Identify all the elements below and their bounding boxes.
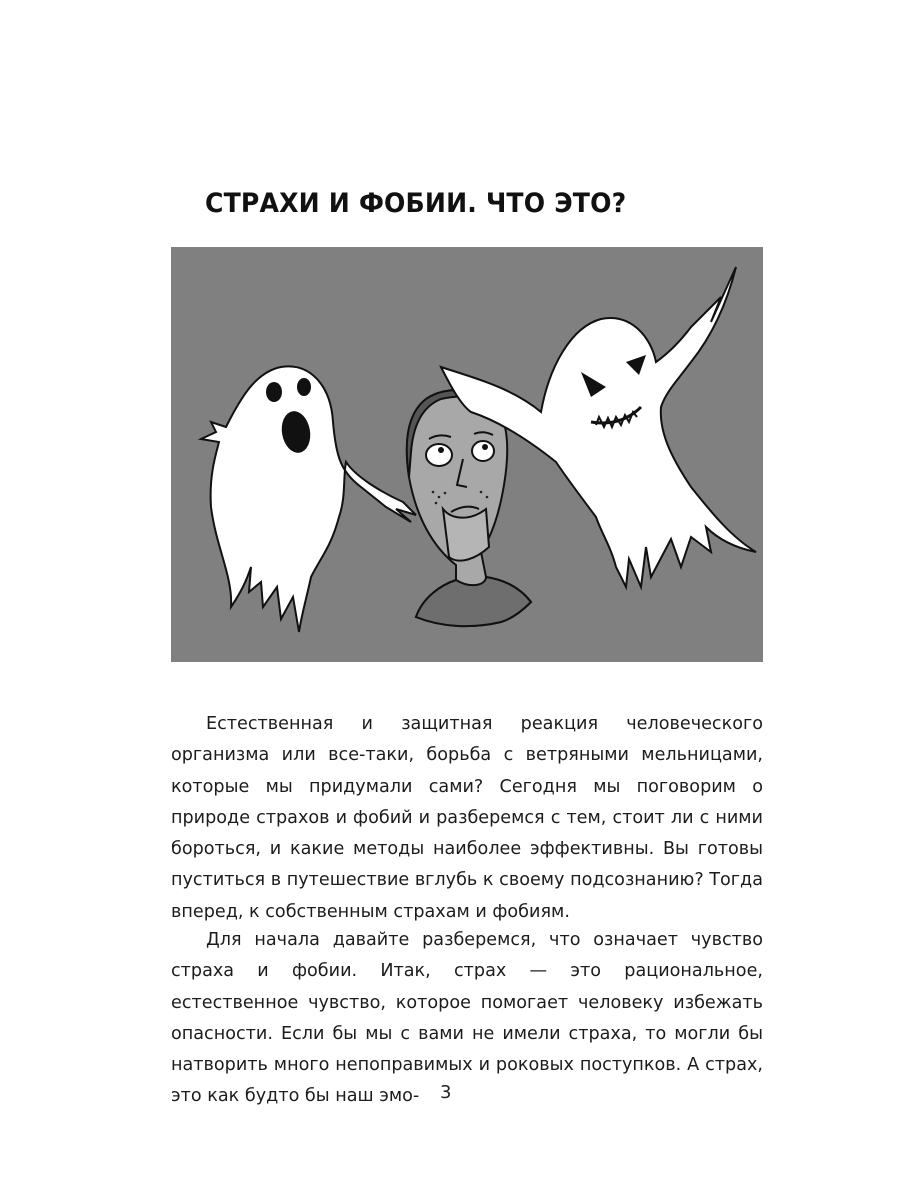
body-paragraph-1 <box>171 709 763 928</box>
page-number: 3 <box>440 1082 452 1103</box>
screaming-ghost-illustration <box>201 366 416 632</box>
chapter-title: СТРАХИ И ФОБИИ. ЧТО ЭТО? <box>205 188 627 219</box>
paragraph-text: Для начала давайте разберемся, что означает чувство страха и фобии. Итак, страх — это рациональное, естественное чувство, которое помогает человеку избежать опасности. Если бы мы с вами не имели страха, то могли бы натворить много непоправимых и роковых поступков. А страх, это как будто бы наш эмо- <box>171 930 763 1107</box>
chapter-illustration <box>171 247 763 662</box>
paragraph-text: Естественная и защитная реакция человеческого организма или все-таки, борьба с ветряными мельницами, которые мы придумали сами? Сегодня мы поговорим о природе страхов и фобий и разберемся с тем, стоит ли с ними бороться, и какие методы наиболее эффективны. Вы готовы пуститься в путешествие вглубь к своему подсознанию? Тогда вперед, к собственным страхам и фобиям. <box>171 714 763 922</box>
